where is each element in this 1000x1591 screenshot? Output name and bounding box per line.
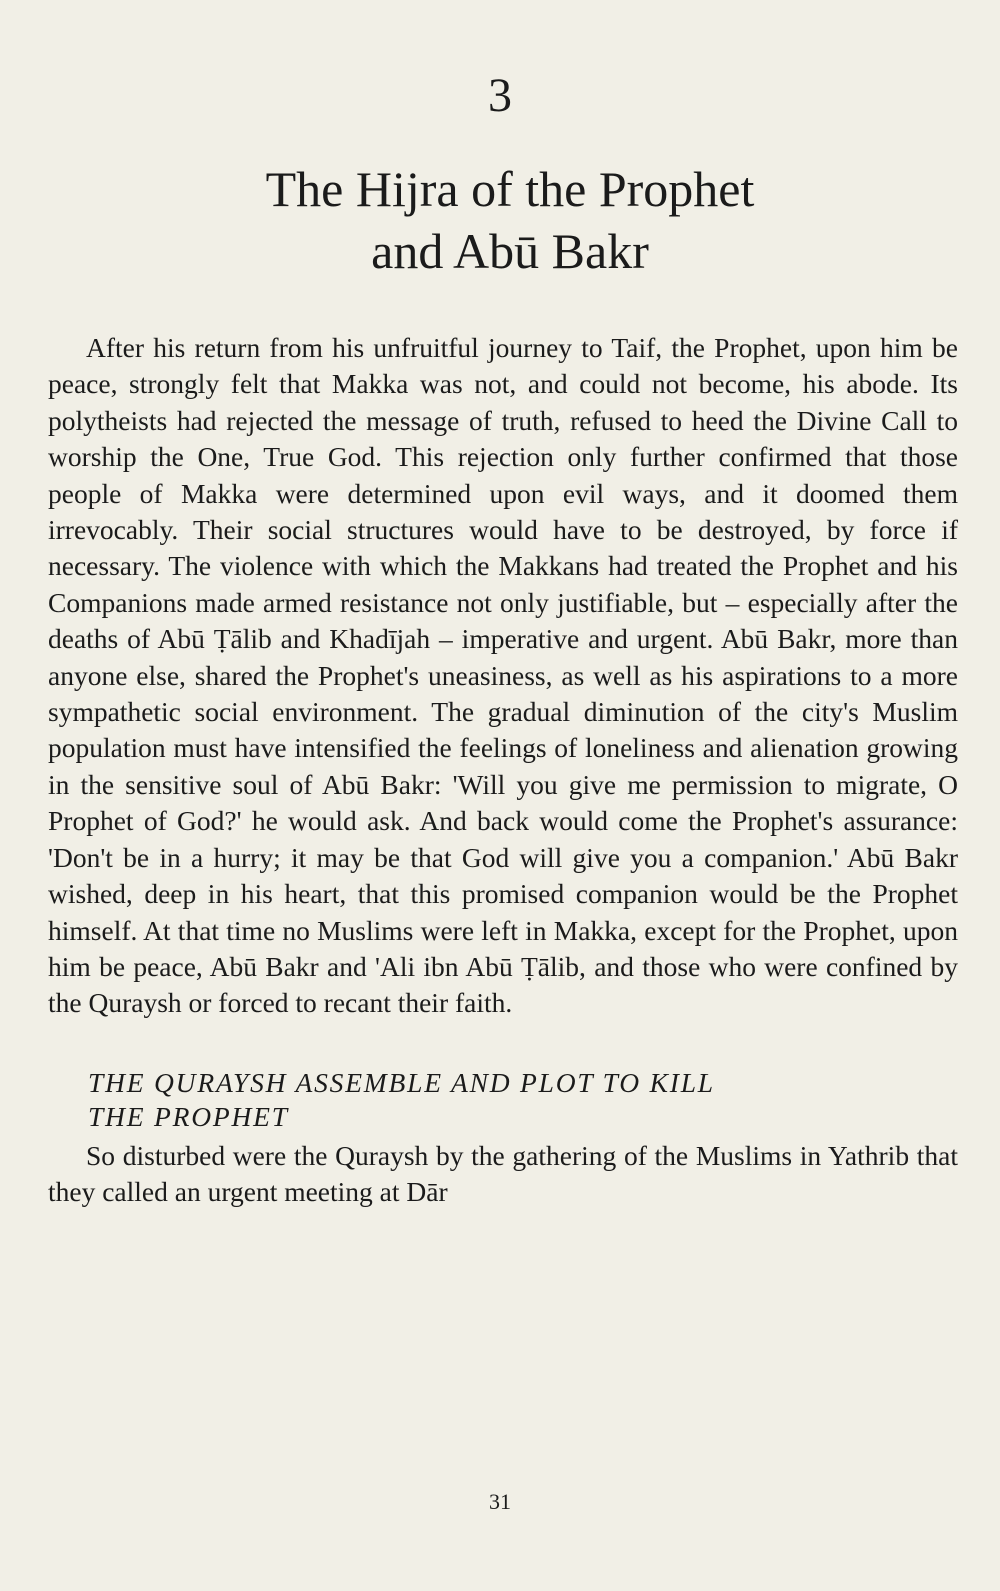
- page-number: 31: [489, 1489, 511, 1514]
- body-text: [48, 330, 958, 1211]
- chapter-title-line-1: The Hijra of the Prophet: [265, 161, 755, 217]
- chapter-title-line-2: and Abū Bakr: [371, 223, 649, 279]
- paragraph: So disturbed were the Quraysh by the gathering of the Muslims in Yathrib that they called an urgent meeting at Dār: [48, 1139, 958, 1208]
- section-heading-line-1: THE QURAYSH ASSEMBLE AND PLOT TO KILL: [88, 1066, 715, 1098]
- chapter-number: 3: [488, 69, 512, 122]
- paragraph: After his return from his unfruitful journey to Taif, the Prophet, upon him be peace, strongly felt that Makka was not, and could not become, his abode. Its polytheists had rejected the message of truth, refused to heed the Divine Call to worship the One, True God. This rejection only further confirmed that those people of Makka were determined upon evil ways, and it doomed them irrevocably. Their social structures would have to be destroyed, by force if necessary. The violence with which the Makkans had treated the Prophet and his Companions made armed resistance not only justifiable, but – especially after the deaths of Abū Ṭālib and Khadījah – imperative and urgent. Abū Bakr, more than anyone else, shared the Prophet's uneasiness, as well as his aspirations to a more sympathetic social environment. The gradual diminution of the city's Muslim population must have intensified the feelings of loneliness and alienation growing in the sensitive soul of Abū Bakr: 'Will you give me permission to migrate, O Prophet of God?' he would ask. And back would come the Prophet's assurance: 'Don't be in a hurry; it may be that God will give you a companion.' Abū Bakr wished, deep in his heart, that this promised companion would be the Prophet himself. At that time no Muslims were left in Makka, except for the Prophet, upon him be peace, Abū Bakr and 'Ali ibn Abū Ṭālib, and those who were confined by the Quraysh or forced to recant their faith.: [48, 332, 958, 1019]
- chapter-title: [60, 158, 960, 282]
- section-heading-line-2: THE PROPHET: [88, 1100, 289, 1132]
- section-heading: [48, 1066, 958, 1134]
